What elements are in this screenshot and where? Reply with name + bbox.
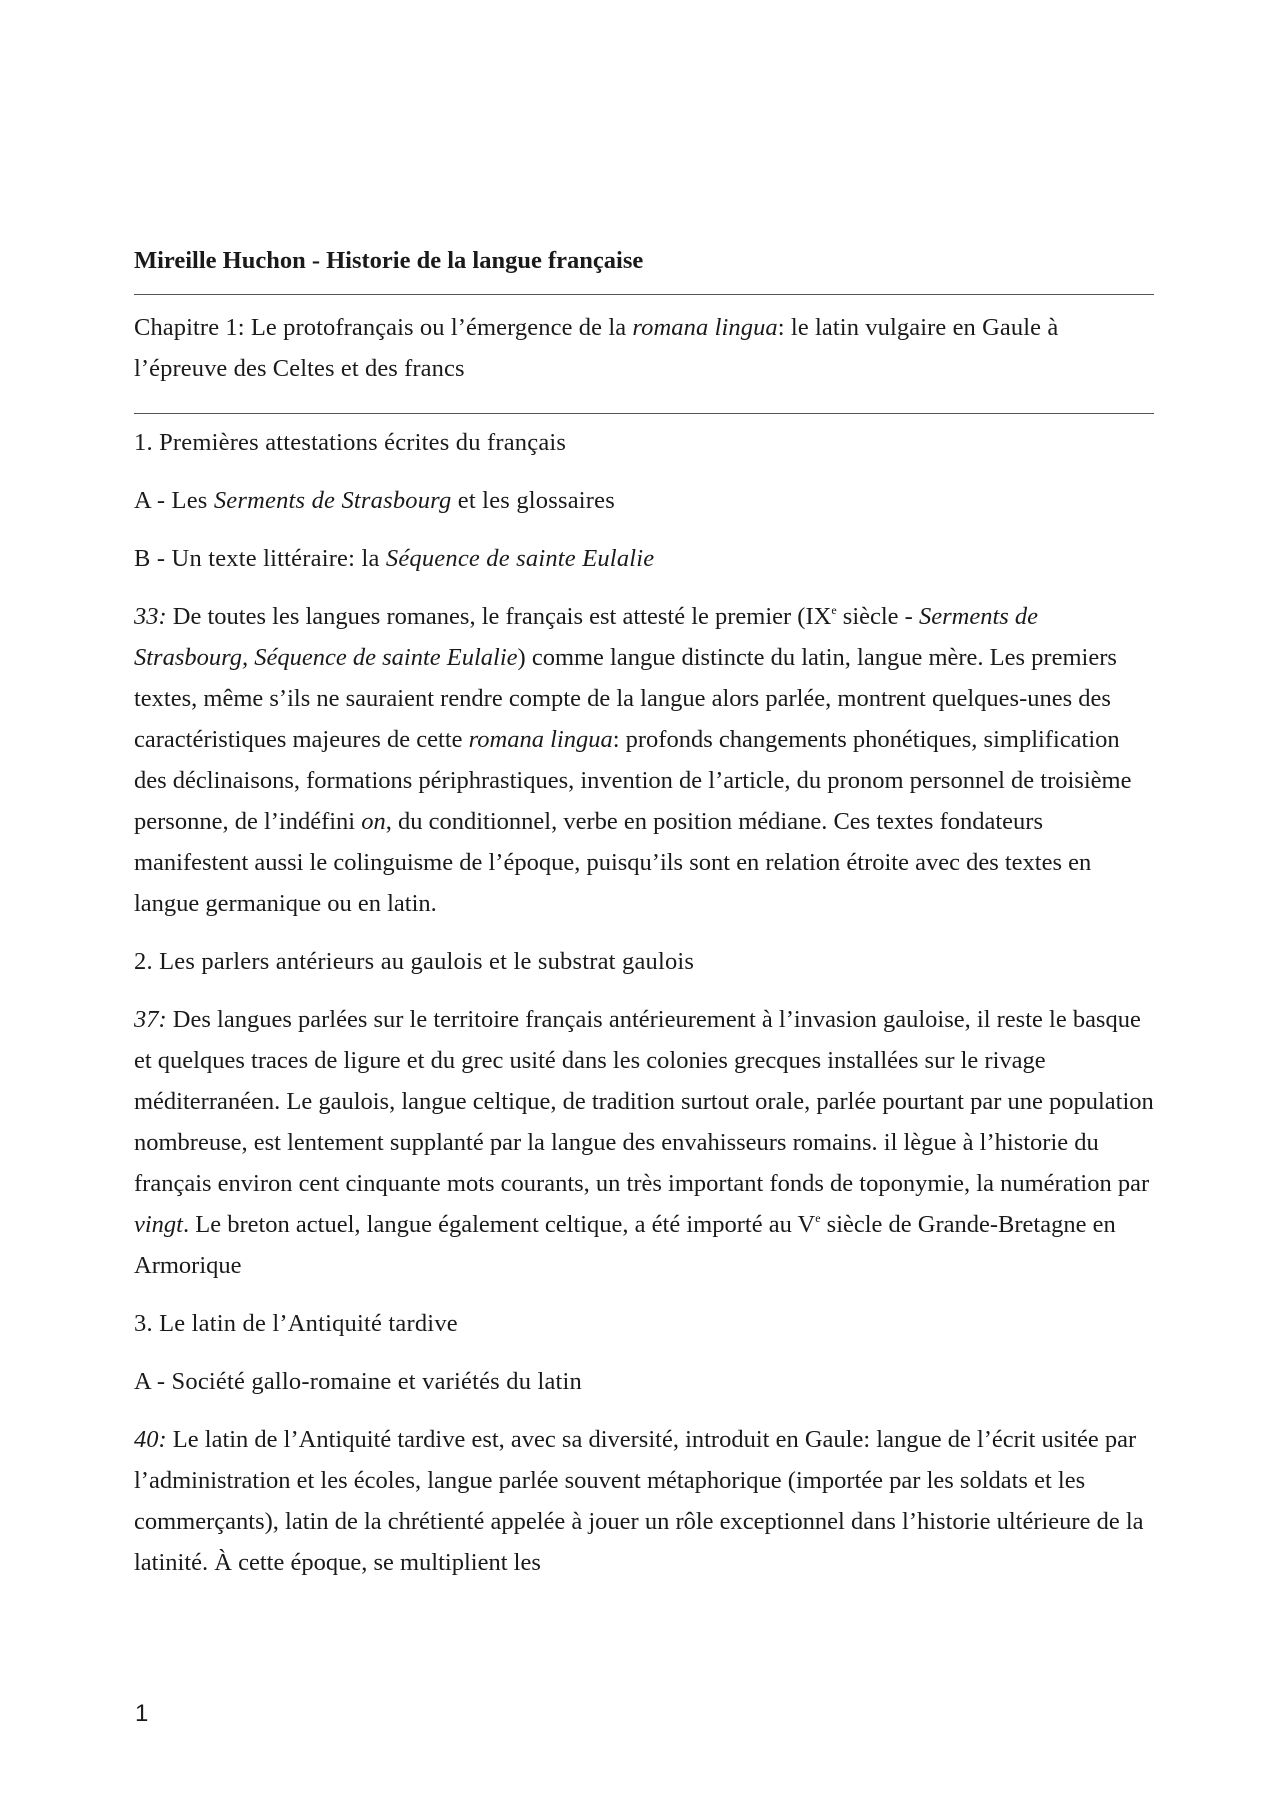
document-body [134, 236, 1154, 1600]
note-text: . Le breton actuel, langue également celtique, a été importé au V [183, 1211, 816, 1238]
note-text: siècle - [836, 603, 919, 630]
chapter-prefix: Chapitre 1: Le protofrançais ou l’émergence de la [134, 314, 633, 341]
subheading-a-italic: Serments de Strasbourg [213, 487, 452, 514]
divider-bottom [134, 413, 1154, 414]
note-italic: on [361, 808, 386, 835]
note-text: Des langues parlées sur le territoire français antérieurement à l’invasion gauloise, il reste le basque et quelques traces de ligure et du grec usité dans les colonies grecques installées sur le rivage méditerranéen. Le gaulois, langue celtique, de tradition surtout orale, parlée pourtant par une population nombreuse, est lentement supplanté par la langue des envahisseurs romains. il lègue à l’historie du français environ cent cinquante mots courants, un très important fonds de toponymie, la numération par [134, 1006, 1154, 1197]
subheading-b-prefix: B - Un texte littéraire: la [134, 545, 386, 572]
document-title: Mireille Huchon - Historie de la langue française [134, 247, 644, 274]
note-37-paragraph [134, 999, 1154, 1286]
note-text: De toutes les langues romanes, le français est attesté le premier (IX [166, 603, 832, 630]
note-number: 40: [134, 1426, 167, 1453]
section-3-heading: 3. Le latin de l’Antiquité tardive [134, 1310, 458, 1337]
note-italic: romana lingua [468, 726, 613, 753]
section-1-subheading-b [134, 538, 1154, 579]
chapter-suffix: : le latin vulgaire en Gaule à l’épreuve des Celtes et des francs [134, 314, 1059, 382]
note-text: ) comme langue distincte du latin, langue mère. Les premiers textes, même s’ils ne sauraient rendre compte de la langue alors parlée, montrent quelques-unes des caractéristiques majeures de cette [134, 644, 1117, 753]
note-text: : profonds changements phonétiques, simplification des déclinaisons, formations périphrastiques, invention de l’article, du pronom personnel de troisième personne, de l’indéfini [134, 726, 1132, 835]
note-number: 37: [134, 1006, 167, 1033]
chapter-heading [134, 307, 1154, 389]
section-2-heading: 2. Les parlers antérieurs au gaulois et le substrat gaulois [134, 948, 695, 975]
page-number: 1 [135, 1700, 149, 1727]
superscript: e [831, 603, 837, 617]
subheading-b-italic: Séquence de sainte Eulalie [385, 545, 655, 572]
note-italic: vingt [134, 1211, 183, 1238]
note-text: Le latin de l’Antiquité tardive est, avec sa diversité, introduit en Gaule: langue de l’écrit usitée par l’administration et les écoles, langue parlée souvent métaphorique (importée par les soldats et les commerçants), latin de la chrétienté appelée à jouer un rôle exceptionnel dans l’historie ultérieure de la latinité. À cette époque, se multiplient les [134, 1426, 1144, 1576]
subheading-a-suffix: et les glossaires [451, 487, 615, 514]
note-text: siècle de Grande-Bretagne en Armorique [134, 1211, 1116, 1279]
section-1-subheading-a [134, 480, 1154, 521]
note-40-paragraph [134, 1419, 1154, 1583]
note-33-paragraph [134, 596, 1154, 924]
subheading-a-prefix: A - Les [134, 487, 214, 514]
section-1-heading: 1. Premières attestations écrites du français [134, 429, 567, 456]
superscript: e [815, 1211, 821, 1225]
section-3-subheading-a: A - Société gallo-romaine et variétés du latin [134, 1368, 583, 1395]
note-text: , du conditionnel, verbe en position médiane. Ces textes fondateurs manifestent aussi le colinguisme de l’époque, puisqu’ils sont en relation étroite avec des textes en langue germanique ou en latin. [134, 808, 1092, 917]
note-italic: Serments de Strasbourg, Séquence de sainte Eulalie [134, 603, 1039, 671]
divider-top [134, 294, 1154, 295]
note-number: 33: [134, 603, 167, 630]
chapter-italic: romana lingua [632, 314, 778, 341]
